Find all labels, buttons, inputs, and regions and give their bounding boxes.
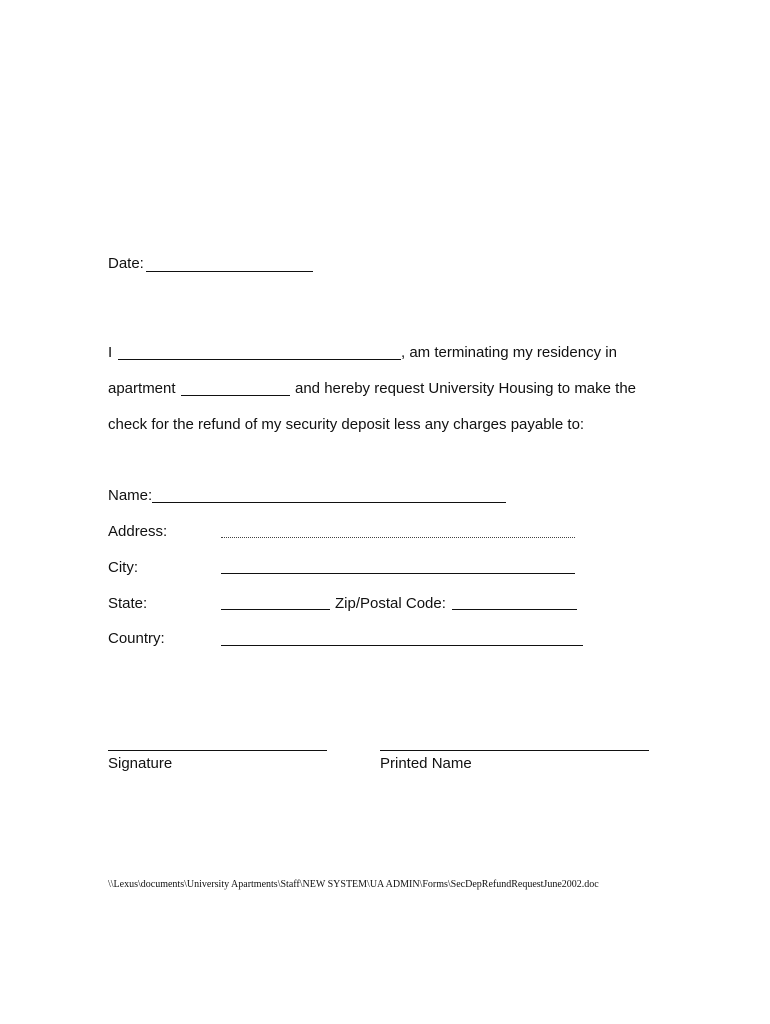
statement-line1-start: I (108, 344, 113, 361)
document-path-footer: \\Lexus\documents\University Apartments\Staff\NEW SYSTEM\UA ADMIN\Forms\SecDepRefundRequestJune2002.doc (108, 879, 599, 890)
signature-label: Signature (108, 755, 173, 772)
zip-label: Zip/Postal Code: (335, 595, 446, 612)
statement-line3: check for the refund of my security deposit less any charges payable to: (108, 416, 585, 433)
country-label: Country: (108, 630, 165, 647)
statement-line2-end: and hereby request University Housing to make the (295, 380, 637, 397)
country-field-line[interactable] (221, 645, 583, 646)
signature-field-line[interactable] (108, 750, 327, 751)
statement-line1-end: , am terminating my residency in (401, 344, 617, 361)
resident-name-field-line[interactable] (118, 359, 401, 360)
state-label: State: (108, 595, 148, 612)
statement-line2-start: apartment (108, 380, 176, 397)
printed-name-label: Printed Name (380, 755, 472, 772)
printed-name-field-line[interactable] (380, 750, 649, 751)
city-label: City: (108, 559, 138, 576)
city-field-line[interactable] (221, 573, 575, 574)
date-field-line[interactable] (146, 271, 313, 272)
date-label: Date: (108, 255, 144, 272)
state-field-line[interactable] (221, 609, 330, 610)
name-label: Name: (108, 487, 153, 504)
zip-field-line[interactable] (452, 609, 577, 610)
address-field-line[interactable] (221, 537, 575, 538)
name-field-line[interactable] (152, 502, 506, 503)
apartment-field-line[interactable] (181, 395, 290, 396)
address-label: Address: (108, 523, 168, 540)
